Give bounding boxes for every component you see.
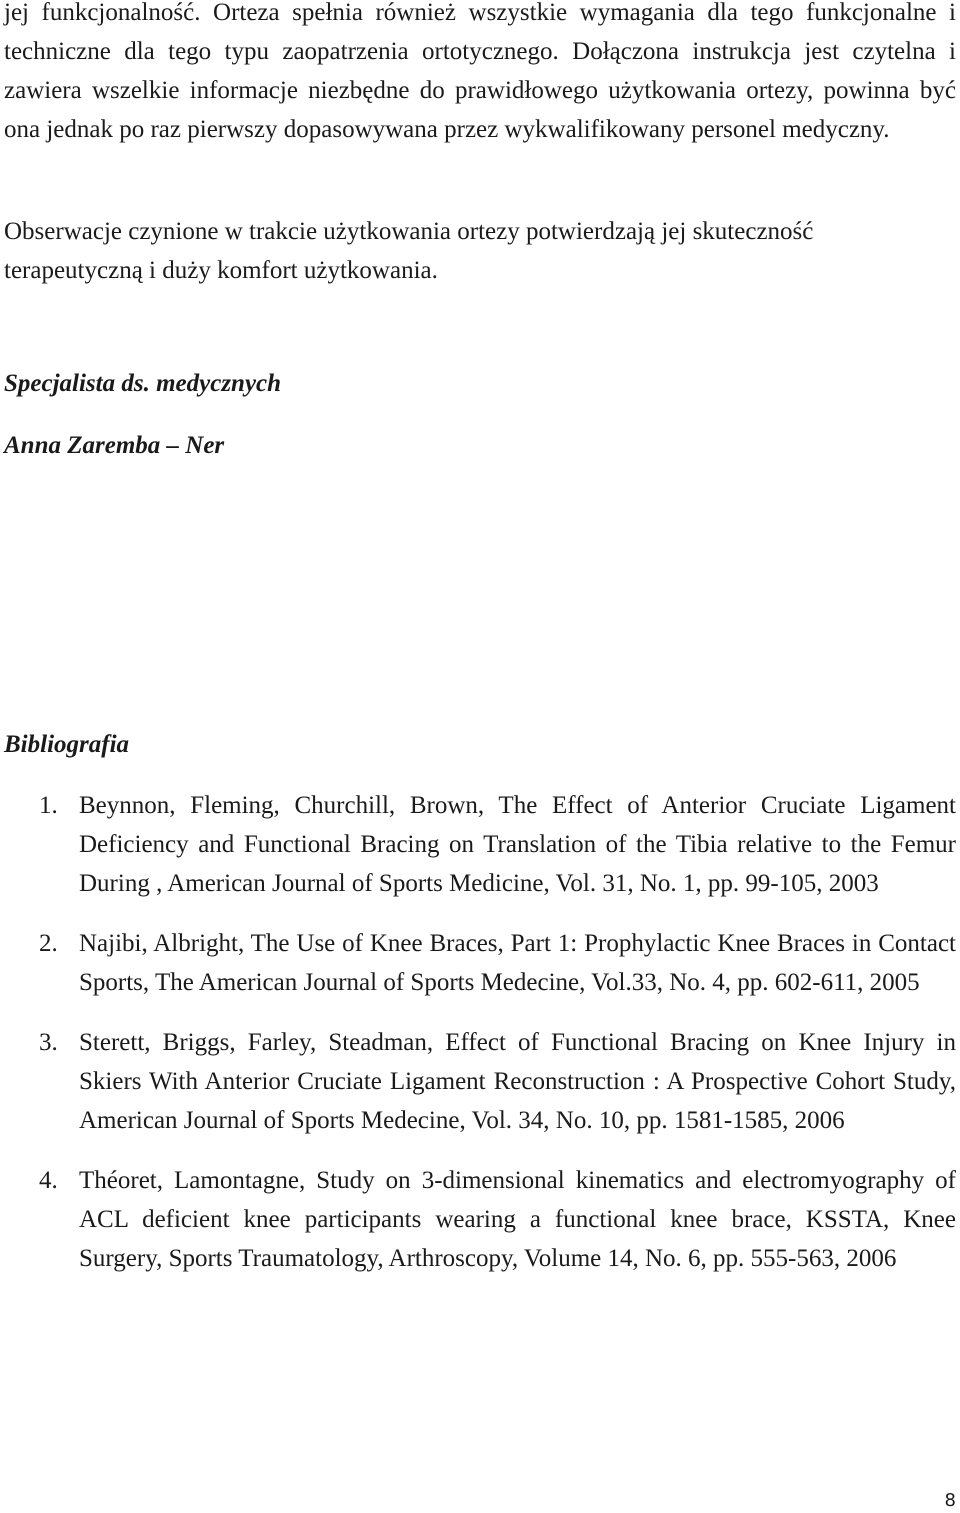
body-paragraph-1: jej funkcjonalność. Orteza spełnia również wszystkie wymagania dla tego funkcjonalne i techniczne dla tego typu zaopatrzenia ortotycznego. Dołączona instrukcja jest czytelna i zawiera wszelkie informacje niezbędne do prawidłowego użytkowania ortezy, powinna być ona jednak po raz pierwszy dopasowywana przez wykwalifikowany personel medyczny. <box>4 0 956 143</box>
signature-role: Specjalista ds. medycznych <box>4 370 282 397</box>
bibliography-item <box>0 924 956 1002</box>
bibliography-item-text: Sterett, Briggs, Farley, Steadman, Effect of Functional Bracing on Knee Injury in Skiers With Anterior Cruciate Ligament Reconstruction : A Prospective Cohort Study, American Journal of Sports Medecine, Vol. 34, No. 10, pp. 1581-1585, 2006 <box>79 1029 956 1134</box>
bibliography-item <box>0 786 956 903</box>
bibliography-item-number: 2. <box>39 930 58 957</box>
bibliography-item-text: Najibi, Albright, The Use of Knee Braces, Part 1: Prophylactic Knee Braces in Contact Sports, The American Journal of Sports Medecine, Vol.33, No. 4, pp. 602-611, 2005 <box>79 930 956 996</box>
body-paragraph-2: Obserwacje czynione w trakcie użytkowania ortezy potwierdzają jej skuteczność terapeutyczną i duży komfort użytkowania. <box>4 218 814 284</box>
bibliography-item-number: 4. <box>39 1167 58 1194</box>
bibliography-item-text: Beynnon, Fleming, Churchill, Brown, The Effect of Anterior Cruciate Ligament Deficiency and Functional Bracing on Translation of the Tibia relative to the Femur During , American Journal of Sports Medicine, Vol. 31, No. 1, pp. 99-105, 2003 <box>79 792 956 897</box>
bibliography-item <box>0 1161 956 1278</box>
bibliography-item-number: 1. <box>39 792 58 819</box>
bibliography-item <box>0 1023 956 1140</box>
bibliography-heading: Bibliografia <box>4 731 130 758</box>
bibliography-item-number: 3. <box>39 1029 58 1056</box>
page-number: 8 <box>944 1490 956 1511</box>
signature-name: Anna Zaremba – Ner <box>4 432 225 459</box>
bibliography-item-text: Théoret, Lamontagne, Study on 3-dimensional kinematics and electromyography of ACL deficient knee participants wearing a functional knee brace, KSSTA, Knee Surgery, Sports Traumatology, Arthroscopy, Volume 14, No. 6, pp. 555-563, 2006 <box>79 1167 956 1272</box>
bibliography-list <box>0 786 960 1278</box>
